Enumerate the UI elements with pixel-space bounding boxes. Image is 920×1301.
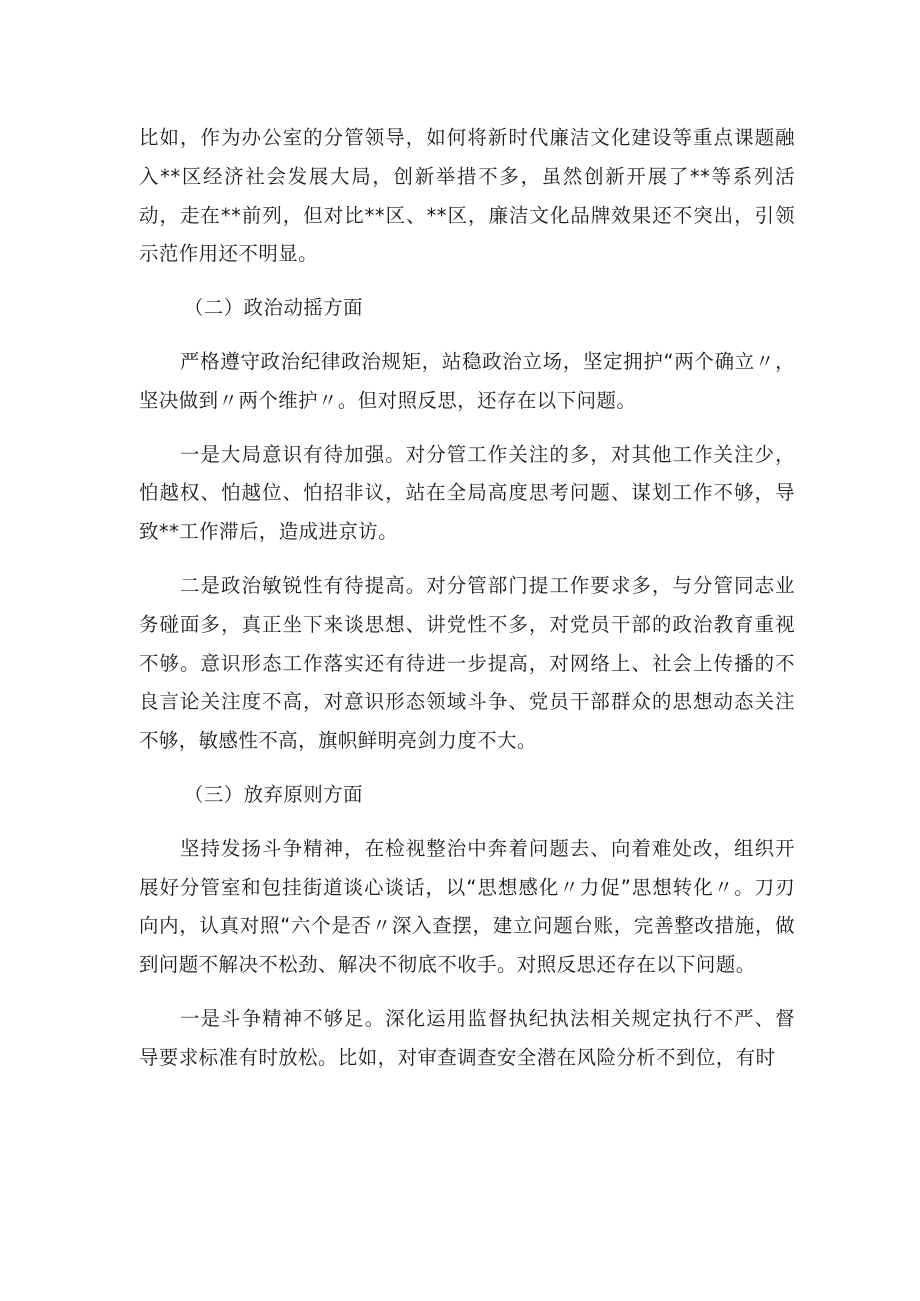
paragraph-political-sensitivity: 二是政治敏锐性有待提高。对分管部门提工作要求多，与分管同志业务碰面多，真正坐下来谈思想、讲党性不多，对党员干部的政治教育重视不够。意识形态工作落实还有待进一步提高，对网络上、社会上传播的不良言论关注度不高，对意识形态领域斗争、党员干部群众的思想动态关注不够，敏感性不高，旗帜鲜明亮剑力度不大。 — [139, 573, 795, 753]
paragraph-continuation: 比如，作为办公室的分管领导，如何将新时代廉洁文化建设等重点课题融入**区经济社会发展大局，创新举措不多，虽然创新开展了**等系列活动，走在**前列，但对比**区、**区，廉洁文化品牌效果还不突出，引领示范作用还不明显。 — [139, 126, 795, 266]
paragraph-political-discipline: 严格遵守政治纪律政治规矩，站稳政治立场，坚定拥护“两个确立〃，坚决做到〃两个维护〃。但对照反思，还存在以下问题。 — [139, 349, 795, 412]
document-body — [139, 119, 795, 1093]
section-heading-political-wavering: （二）政治动摇方面 — [184, 296, 364, 320]
section-heading-abandoning-principles: （三）放弃原则方面 — [184, 782, 364, 806]
paragraph-fighting-spirit-insufficient: 一是斗争精神不够足。深化运用监督执纪执法相关规定执行不严、督导要求标准有时放松。比如，对审查调查安全潜在风险分析不到位，有时 — [139, 1006, 795, 1069]
paragraph-overall-awareness: 一是大局意识有待加强。对分管工作关注的多，对其他工作关注少，怕越权、怕越位、怕招非议，站在全局高度思考问题、谋划工作不够，导致**工作滞后，造成进京访。 — [139, 442, 795, 544]
paragraph-fighting-spirit-intro: 坚持发扬斗争精神，在检视整治中奔着问题去、向着难处改，组织开展好分管室和包挂街道谈心谈话，以“思想感化〃力促”思想转化〃。刀刃向内，认真对照“六个是否〃深入查摆，建立问题台账，完善整改措施，做到问题不解决不松劲、解决不彻底不收手。对照反思还存在以下问题。 — [139, 836, 795, 977]
